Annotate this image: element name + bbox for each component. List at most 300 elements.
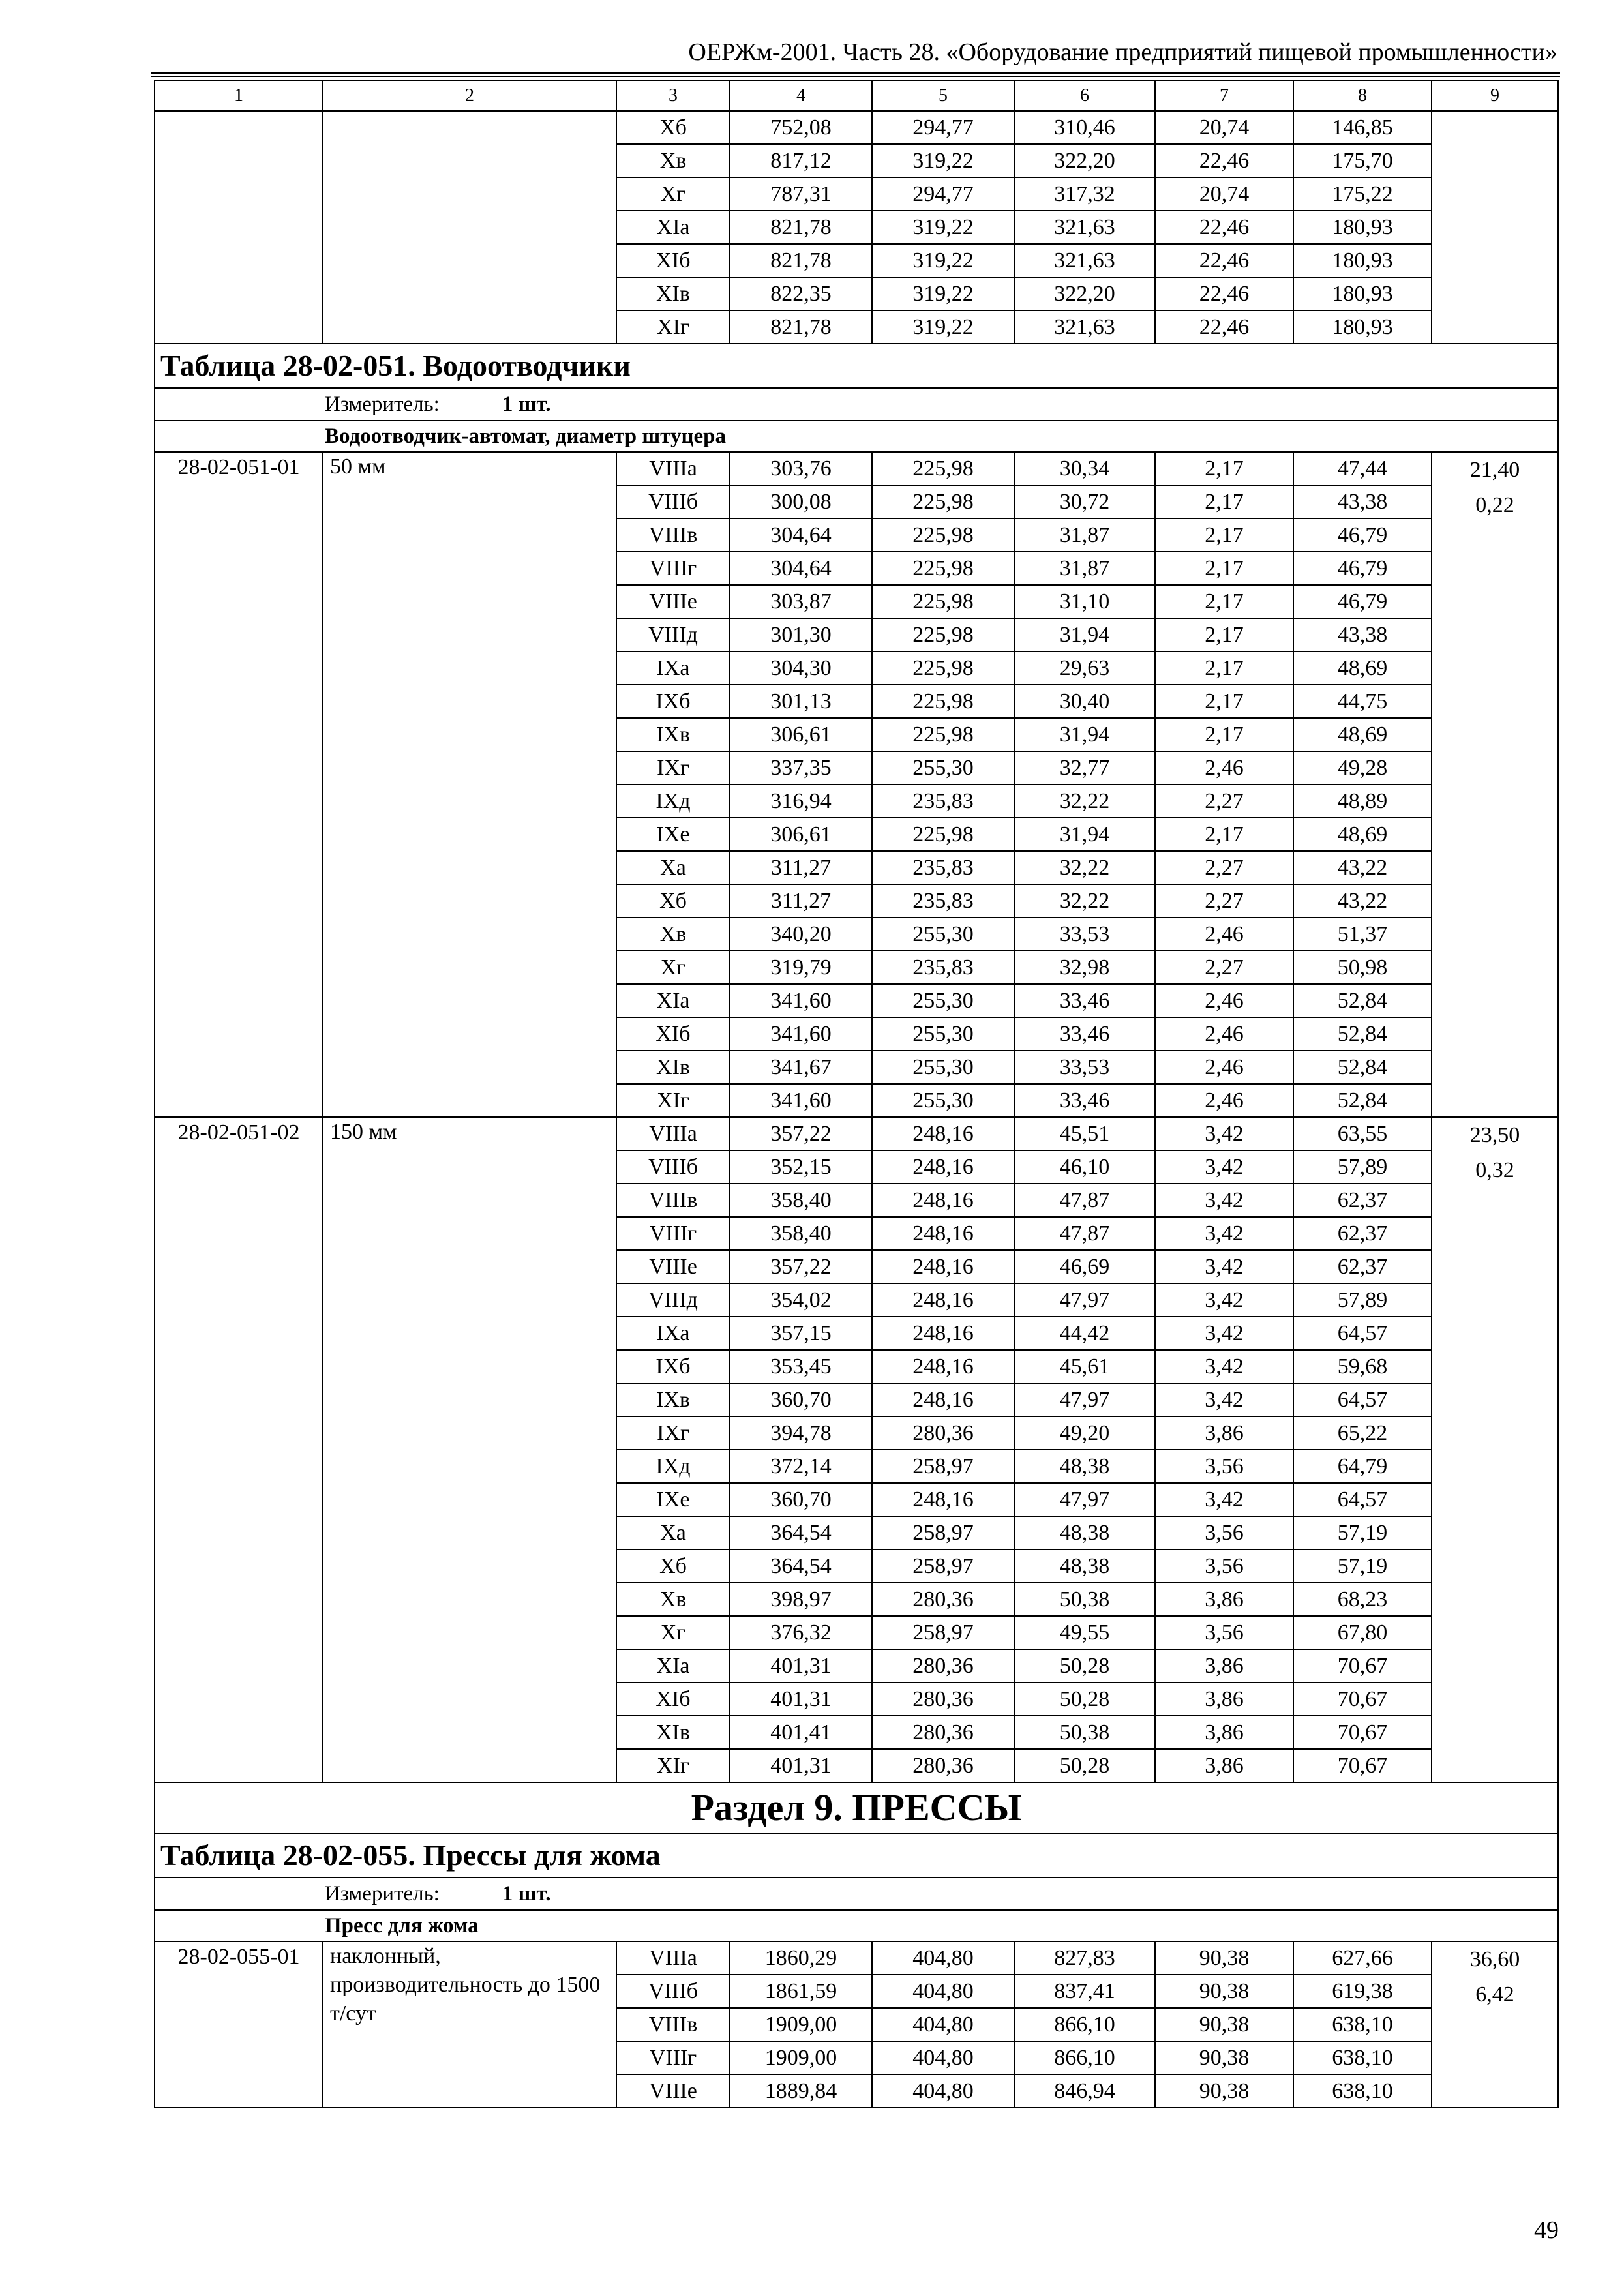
zone-cell: IXе [616, 1483, 730, 1516]
materials-cell: 638,10 [1293, 2008, 1432, 2041]
machines-cell: 866,10 [1014, 2008, 1155, 2041]
machinists-wages-cell: 3,56 [1155, 1616, 1293, 1649]
total-cost-cell: 304,30 [730, 651, 872, 685]
wages-cell: 248,16 [872, 1283, 1014, 1317]
materials-cell: 63,55 [1293, 1117, 1432, 1150]
meter-cell [155, 388, 1558, 421]
total-cost-cell: 341,67 [730, 1051, 872, 1084]
wages-cell: 404,80 [872, 1975, 1014, 2008]
wages-cell: 248,16 [872, 1250, 1014, 1283]
extra-cell [1432, 452, 1558, 1117]
wages-cell: 255,30 [872, 1051, 1014, 1084]
machines-cell: 49,20 [1014, 1416, 1155, 1450]
total-cost-cell: 1860,29 [730, 1941, 872, 1975]
zone-cell: VIIIб [616, 485, 730, 518]
machines-cell: 47,97 [1014, 1383, 1155, 1416]
total-cost-cell: 354,02 [730, 1283, 872, 1317]
machinists-wages-cell: 90,38 [1155, 2074, 1293, 2108]
data-row [155, 452, 1558, 485]
materials-cell: 175,70 [1293, 144, 1432, 177]
total-cost-cell: 360,70 [730, 1383, 872, 1416]
total-cost-cell: 341,60 [730, 1017, 872, 1051]
total-cost-cell: 357,15 [730, 1317, 872, 1350]
meter-row [155, 388, 1558, 421]
column-number-5: 5 [872, 80, 1014, 111]
machinists-wages-cell: 22,46 [1155, 244, 1293, 277]
extra-value: 0,22 [1475, 493, 1514, 517]
machines-cell: 33,46 [1014, 984, 1155, 1017]
zone-cell: XIг [616, 310, 730, 344]
total-cost-cell: 357,22 [730, 1117, 872, 1150]
machines-cell: 317,32 [1014, 177, 1155, 211]
wages-cell: 319,22 [872, 144, 1014, 177]
machinists-wages-cell: 2,17 [1155, 818, 1293, 851]
machinists-wages-cell: 2,17 [1155, 452, 1293, 485]
meter-label: Измеритель: [325, 1882, 440, 1906]
running-header: ОЕРЖм-2001. Часть 28. «Оборудование предприятий пищевой промышленности» [688, 38, 1557, 66]
machinists-wages-cell: 3,86 [1155, 1716, 1293, 1749]
machines-cell: 837,41 [1014, 1975, 1155, 2008]
zone-cell: IXг [616, 751, 730, 785]
materials-cell: 52,84 [1293, 1017, 1432, 1051]
zone-cell: XIб [616, 244, 730, 277]
total-cost-cell: 303,76 [730, 452, 872, 485]
materials-cell: 146,85 [1293, 111, 1432, 144]
table-title: Таблица 28-02-055. Прессы для жома [155, 1833, 1558, 1878]
machinists-wages-cell: 2,46 [1155, 1017, 1293, 1051]
machinists-wages-cell: 2,46 [1155, 1084, 1293, 1117]
extra-value: 36,60 [1469, 1947, 1520, 1971]
meter-cell [155, 1878, 1558, 1910]
machines-cell: 47,87 [1014, 1184, 1155, 1217]
zone-cell: VIIIг [616, 552, 730, 585]
total-cost-cell: 303,87 [730, 585, 872, 618]
machinists-wages-cell: 2,17 [1155, 685, 1293, 718]
zone-cell: VIIIг [616, 1217, 730, 1250]
table-title: Таблица 28-02-051. Водоотводчики [155, 344, 1558, 388]
zone-cell: Xб [616, 1549, 730, 1583]
column-number-6: 6 [1014, 80, 1155, 111]
total-cost-cell: 358,40 [730, 1217, 872, 1250]
materials-cell: 50,98 [1293, 951, 1432, 984]
total-cost-cell: 401,41 [730, 1716, 872, 1749]
materials-cell: 180,93 [1293, 211, 1432, 244]
materials-cell: 638,10 [1293, 2074, 1432, 2108]
total-cost-cell: 304,64 [730, 518, 872, 552]
materials-cell: 180,93 [1293, 244, 1432, 277]
materials-cell: 48,69 [1293, 718, 1432, 751]
machines-cell: 32,22 [1014, 851, 1155, 884]
machines-cell: 30,34 [1014, 452, 1155, 485]
materials-cell: 57,89 [1293, 1150, 1432, 1184]
materials-cell: 175,22 [1293, 177, 1432, 211]
wages-cell: 258,97 [872, 1450, 1014, 1483]
total-cost-cell: 352,15 [730, 1150, 872, 1184]
machines-cell: 31,10 [1014, 585, 1155, 618]
machines-cell: 47,87 [1014, 1217, 1155, 1250]
machines-cell: 50,28 [1014, 1649, 1155, 1683]
total-cost-cell: 821,78 [730, 211, 872, 244]
extra-cell [1432, 111, 1558, 344]
wages-cell: 225,98 [872, 452, 1014, 485]
zone-cell: Xв [616, 1583, 730, 1616]
code-cell: 28-02-055-01 [155, 1941, 323, 2108]
zone-cell: Xв [616, 918, 730, 951]
wages-cell: 255,30 [872, 1017, 1014, 1051]
wages-cell: 404,80 [872, 2041, 1014, 2074]
zone-cell: Xб [616, 111, 730, 144]
machines-cell: 866,10 [1014, 2041, 1155, 2074]
wages-cell: 404,80 [872, 2074, 1014, 2108]
total-cost-cell: 1909,00 [730, 2041, 872, 2074]
table-title-row [155, 1833, 1558, 1878]
data-row [155, 111, 1558, 144]
machines-cell: 48,38 [1014, 1450, 1155, 1483]
header-rule [151, 72, 1560, 74]
zone-cell: XIа [616, 1649, 730, 1683]
group-row [155, 421, 1558, 452]
wages-cell: 404,80 [872, 2008, 1014, 2041]
total-cost-cell: 821,78 [730, 244, 872, 277]
wages-cell: 294,77 [872, 177, 1014, 211]
zone-cell: IXв [616, 1383, 730, 1416]
materials-cell: 627,66 [1293, 1941, 1432, 1975]
total-cost-cell: 358,40 [730, 1184, 872, 1217]
machines-cell: 33,46 [1014, 1084, 1155, 1117]
wages-cell: 294,77 [872, 111, 1014, 144]
materials-cell: 46,79 [1293, 585, 1432, 618]
machinists-wages-cell: 2,17 [1155, 552, 1293, 585]
wages-cell: 280,36 [872, 1583, 1014, 1616]
zone-cell: XIв [616, 1051, 730, 1084]
materials-cell: 43,22 [1293, 851, 1432, 884]
zone-cell: IXв [616, 718, 730, 751]
materials-cell: 180,93 [1293, 277, 1432, 310]
machines-cell: 33,53 [1014, 918, 1155, 951]
wages-cell: 248,16 [872, 1150, 1014, 1184]
total-cost-cell: 822,35 [730, 277, 872, 310]
column-number-1: 1 [155, 80, 323, 111]
machinists-wages-cell: 3,42 [1155, 1350, 1293, 1383]
zone-cell: VIIIе [616, 1250, 730, 1283]
machines-cell: 50,38 [1014, 1583, 1155, 1616]
machinists-wages-cell: 2,17 [1155, 585, 1293, 618]
machines-cell: 47,97 [1014, 1283, 1155, 1317]
wages-cell: 258,97 [872, 1516, 1014, 1549]
materials-cell: 64,57 [1293, 1317, 1432, 1350]
materials-cell: 619,38 [1293, 1975, 1432, 2008]
wages-cell: 235,83 [872, 951, 1014, 984]
machines-cell: 827,83 [1014, 1941, 1155, 1975]
machinists-wages-cell: 2,17 [1155, 718, 1293, 751]
zone-cell: IXд [616, 1450, 730, 1483]
machinists-wages-cell: 90,38 [1155, 2041, 1293, 2074]
machinists-wages-cell: 2,27 [1155, 951, 1293, 984]
wages-cell: 248,16 [872, 1350, 1014, 1383]
zone-cell: Xг [616, 177, 730, 211]
machinists-wages-cell: 2,27 [1155, 884, 1293, 918]
machines-cell: 32,22 [1014, 785, 1155, 818]
total-cost-cell: 306,61 [730, 818, 872, 851]
extra-value: 23,50 [1469, 1123, 1520, 1147]
machines-cell: 33,46 [1014, 1017, 1155, 1051]
machines-cell: 48,38 [1014, 1549, 1155, 1583]
materials-cell: 57,89 [1293, 1283, 1432, 1317]
materials-cell: 51,37 [1293, 918, 1432, 951]
machines-cell: 31,94 [1014, 718, 1155, 751]
zone-cell: VIIIа [616, 452, 730, 485]
group-heading: Водоотводчик-автомат, диаметр штуцера [155, 421, 1558, 452]
machines-cell: 322,20 [1014, 277, 1155, 310]
materials-cell: 43,38 [1293, 485, 1432, 518]
meter-label: Измеритель: [325, 393, 440, 416]
zone-cell: XIг [616, 1749, 730, 1782]
zone-cell: VIIIв [616, 1184, 730, 1217]
zone-cell: Xв [616, 144, 730, 177]
total-cost-cell: 311,27 [730, 884, 872, 918]
materials-cell: 638,10 [1293, 2041, 1432, 2074]
total-cost-cell: 341,60 [730, 1084, 872, 1117]
wages-cell: 225,98 [872, 818, 1014, 851]
zone-cell: VIIIг [616, 2041, 730, 2074]
zone-cell: IXд [616, 785, 730, 818]
zone-cell: Xб [616, 884, 730, 918]
materials-cell: 52,84 [1293, 984, 1432, 1017]
total-cost-cell: 304,64 [730, 552, 872, 585]
machinists-wages-cell: 2,46 [1155, 1051, 1293, 1084]
wages-cell: 255,30 [872, 984, 1014, 1017]
section-row [155, 1782, 1558, 1833]
materials-cell: 67,80 [1293, 1616, 1432, 1649]
machinists-wages-cell: 90,38 [1155, 2008, 1293, 2041]
materials-cell: 65,22 [1293, 1416, 1432, 1450]
materials-cell: 62,37 [1293, 1217, 1432, 1250]
machinists-wages-cell: 3,86 [1155, 1416, 1293, 1450]
materials-cell: 62,37 [1293, 1184, 1432, 1217]
total-cost-cell: 337,35 [730, 751, 872, 785]
wages-cell: 225,98 [872, 718, 1014, 751]
materials-cell: 48,69 [1293, 651, 1432, 685]
zone-cell: IXб [616, 685, 730, 718]
total-cost-cell: 376,32 [730, 1616, 872, 1649]
machines-cell: 321,63 [1014, 211, 1155, 244]
wages-cell: 225,98 [872, 618, 1014, 651]
materials-cell: 44,75 [1293, 685, 1432, 718]
column-number-7: 7 [1155, 80, 1293, 111]
table-title-row [155, 344, 1558, 388]
zone-cell: VIIIд [616, 1283, 730, 1317]
materials-cell: 64,57 [1293, 1483, 1432, 1516]
machines-cell: 46,10 [1014, 1150, 1155, 1184]
wages-cell: 319,22 [872, 244, 1014, 277]
zone-cell: XIв [616, 277, 730, 310]
materials-cell: 180,93 [1293, 310, 1432, 344]
data-row [155, 1941, 1558, 1975]
wages-cell: 235,83 [872, 884, 1014, 918]
zone-cell: VIIIв [616, 518, 730, 552]
machinists-wages-cell: 3,42 [1155, 1184, 1293, 1217]
total-cost-cell: 1909,00 [730, 2008, 872, 2041]
materials-cell: 57,19 [1293, 1549, 1432, 1583]
wages-cell: 319,22 [872, 277, 1014, 310]
materials-cell: 43,22 [1293, 884, 1432, 918]
extra-value: 0,32 [1475, 1158, 1514, 1182]
total-cost-cell: 357,22 [730, 1250, 872, 1283]
machinists-wages-cell: 3,42 [1155, 1483, 1293, 1516]
machines-cell: 30,40 [1014, 685, 1155, 718]
machinists-wages-cell: 22,46 [1155, 211, 1293, 244]
wages-cell: 280,36 [872, 1416, 1014, 1450]
name-cell [323, 111, 616, 344]
machines-cell: 846,94 [1014, 2074, 1155, 2108]
zone-cell: IXг [616, 1416, 730, 1450]
materials-cell: 62,37 [1293, 1250, 1432, 1283]
machinists-wages-cell: 3,42 [1155, 1317, 1293, 1350]
machines-cell: 47,97 [1014, 1483, 1155, 1516]
extra-value: 21,40 [1469, 458, 1520, 482]
column-number-2: 2 [323, 80, 616, 111]
machines-cell: 32,22 [1014, 884, 1155, 918]
machinists-wages-cell: 3,86 [1155, 1749, 1293, 1782]
machinists-wages-cell: 3,86 [1155, 1583, 1293, 1616]
machinists-wages-cell: 2,17 [1155, 618, 1293, 651]
machinists-wages-cell: 2,46 [1155, 918, 1293, 951]
extra-cell [1432, 1941, 1558, 2108]
zone-cell: IXа [616, 1317, 730, 1350]
total-cost-cell: 301,13 [730, 685, 872, 718]
machinists-wages-cell: 2,17 [1155, 651, 1293, 685]
materials-cell: 43,38 [1293, 618, 1432, 651]
total-cost-cell: 300,08 [730, 485, 872, 518]
total-cost-cell: 319,79 [730, 951, 872, 984]
name-cell: 50 мм [323, 452, 616, 1117]
machines-cell: 45,51 [1014, 1117, 1155, 1150]
machines-cell: 31,94 [1014, 618, 1155, 651]
zone-cell: VIIIа [616, 1941, 730, 1975]
machines-cell: 29,63 [1014, 651, 1155, 685]
machinists-wages-cell: 3,86 [1155, 1683, 1293, 1716]
total-cost-cell: 817,12 [730, 144, 872, 177]
materials-cell: 68,23 [1293, 1583, 1432, 1616]
wages-cell: 258,97 [872, 1549, 1014, 1583]
machines-cell: 31,94 [1014, 818, 1155, 851]
materials-cell: 70,67 [1293, 1716, 1432, 1749]
zone-cell: VIIIб [616, 1150, 730, 1184]
machinists-wages-cell: 3,56 [1155, 1516, 1293, 1549]
meter-row [155, 1878, 1558, 1910]
machines-cell: 50,38 [1014, 1716, 1155, 1749]
machinists-wages-cell: 3,42 [1155, 1150, 1293, 1184]
zone-cell: Xа [616, 1516, 730, 1549]
machines-cell: 322,20 [1014, 144, 1155, 177]
machinists-wages-cell: 3,42 [1155, 1117, 1293, 1150]
machinists-wages-cell: 22,46 [1155, 144, 1293, 177]
total-cost-cell: 364,54 [730, 1549, 872, 1583]
zone-cell: XIа [616, 984, 730, 1017]
machinists-wages-cell: 20,74 [1155, 111, 1293, 144]
materials-cell: 47,44 [1293, 452, 1432, 485]
machines-cell: 32,77 [1014, 751, 1155, 785]
zone-cell: XIб [616, 1017, 730, 1051]
machinists-wages-cell: 2,46 [1155, 984, 1293, 1017]
wages-cell: 280,36 [872, 1716, 1014, 1749]
materials-cell: 57,19 [1293, 1516, 1432, 1549]
wages-cell: 258,97 [872, 1616, 1014, 1649]
total-cost-cell: 360,70 [730, 1483, 872, 1516]
machines-cell: 48,38 [1014, 1516, 1155, 1549]
total-cost-cell: 311,27 [730, 851, 872, 884]
wages-cell: 225,98 [872, 518, 1014, 552]
machines-cell: 50,28 [1014, 1683, 1155, 1716]
machinists-wages-cell: 3,56 [1155, 1450, 1293, 1483]
materials-cell: 52,84 [1293, 1084, 1432, 1117]
wages-cell: 248,16 [872, 1117, 1014, 1150]
machinists-wages-cell: 20,74 [1155, 177, 1293, 211]
total-cost-cell: 306,61 [730, 718, 872, 751]
machines-cell: 310,46 [1014, 111, 1155, 144]
total-cost-cell: 752,08 [730, 111, 872, 144]
wages-cell: 248,16 [872, 1217, 1014, 1250]
page-number: 49 [1534, 2217, 1559, 2244]
zone-cell: VIIIе [616, 585, 730, 618]
machines-cell: 50,28 [1014, 1749, 1155, 1782]
machinists-wages-cell: 22,46 [1155, 310, 1293, 344]
zone-cell: VIIIв [616, 2008, 730, 2041]
wages-cell: 248,16 [872, 1184, 1014, 1217]
meter-value: 1 шт. [502, 393, 551, 416]
machines-cell: 30,72 [1014, 485, 1155, 518]
wages-cell: 255,30 [872, 1084, 1014, 1117]
wages-cell: 225,98 [872, 685, 1014, 718]
materials-cell: 48,69 [1293, 818, 1432, 851]
machinists-wages-cell: 2,27 [1155, 785, 1293, 818]
zone-cell: IXб [616, 1350, 730, 1383]
name-cell: наклонный, производительность до 1500 т/сут [323, 1941, 616, 2108]
extra-value: 6,42 [1475, 1982, 1514, 2007]
zone-cell: Xг [616, 951, 730, 984]
column-number-3: 3 [616, 80, 730, 111]
group-row [155, 1910, 1558, 1941]
machinists-wages-cell: 90,38 [1155, 1941, 1293, 1975]
materials-cell: 70,67 [1293, 1749, 1432, 1782]
norms-table-body [155, 80, 1558, 2108]
total-cost-cell: 372,14 [730, 1450, 872, 1483]
materials-cell: 48,89 [1293, 785, 1432, 818]
wages-cell: 225,98 [872, 585, 1014, 618]
wages-cell: 225,98 [872, 485, 1014, 518]
materials-cell: 46,79 [1293, 518, 1432, 552]
machinists-wages-cell: 2,46 [1155, 751, 1293, 785]
total-cost-cell: 394,78 [730, 1416, 872, 1450]
machines-cell: 321,63 [1014, 310, 1155, 344]
norms-table [154, 80, 1559, 2108]
zone-cell: VIIIд [616, 618, 730, 651]
total-cost-cell: 1861,59 [730, 1975, 872, 2008]
zone-cell: IXе [616, 818, 730, 851]
wages-cell: 319,22 [872, 211, 1014, 244]
machines-cell: 31,87 [1014, 552, 1155, 585]
machinists-wages-cell: 2,27 [1155, 851, 1293, 884]
zone-cell: VIIIе [616, 2074, 730, 2108]
total-cost-cell: 316,94 [730, 785, 872, 818]
zone-cell: XIг [616, 1084, 730, 1117]
machines-cell: 46,69 [1014, 1250, 1155, 1283]
code-cell: 28-02-051-01 [155, 452, 323, 1117]
wages-cell: 235,83 [872, 785, 1014, 818]
wages-cell: 280,36 [872, 1683, 1014, 1716]
materials-cell: 46,79 [1293, 552, 1432, 585]
header-rule-thin [151, 76, 1560, 77]
